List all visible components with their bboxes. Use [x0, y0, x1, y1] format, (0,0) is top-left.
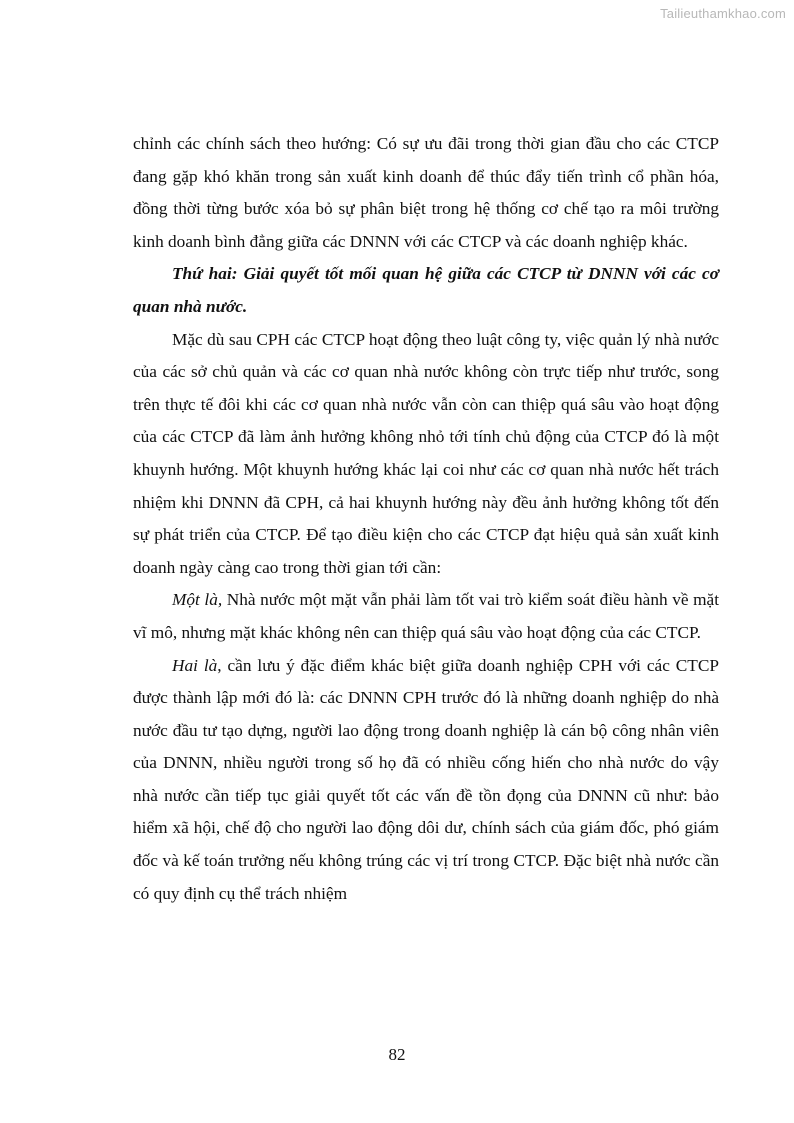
point-one-text: Nhà nước một mặt vẫn phải làm tốt vai trò kiểm soát điều hành về mặt vĩ mô, nhưng mặt khác không nên can thiệp quá sâu vào hoạt động của các CTCP. [133, 590, 719, 642]
point-two-lead: Hai là [172, 655, 218, 675]
paragraph-relationship: Mặc dù sau CPH các CTCP hoạt động theo luật công ty, việc quản lý nhà nước của các sở chủ quản và các cơ quan nhà nước không còn trực tiếp như trước, song trên thực tế đôi khi các cơ quan nhà nước vẫn còn can thiệp quá sâu vào hoạt động của các CTCP đã làm ảnh hưởng không nhỏ tới tính chủ động của CTCP đó là một khuynh hướng. Một khuynh hướng khác lại coi như các cơ quan nhà nước hết trách nhiệm khi DNNN đã CPH, cả hai khuynh hướng này đều ảnh hưởng không tốt đến sự phát triển của CTCP. Để tạo điều kiện cho các CTCP đạt hiệu quả sản xuất kinh doanh ngày càng cao trong thời gian tới cần: [133, 329, 719, 577]
watermark-text: Tailieuthamkhao.com [660, 6, 786, 21]
paragraph-point-two [133, 650, 719, 911]
paragraph-continuation: chỉnh các chính sách theo hướng: Có sự ưu đãi trong thời gian đầu cho các CTCP đang gặp khó khăn trong sản xuất kinh doanh để thúc đẩy tiến trình cổ phần hóa, đồng thời từng bước xóa bỏ sự phân biệt trong hệ thống cơ chế tạo ra môi trường kinh doanh bình đẳng giữa các DNNN với các CTCP và các doanh nghiệp khác. [133, 134, 719, 251]
point-two-text: , cần lưu ý đặc điểm khác biệt giữa doanh nghiệp CPH với các CTCP được thành lập mới đó là: các DNNN CPH trước đó là những doanh nghiệp do nhà nước đầu tư tạo dựng, người lao động trong doanh nghiệp là cán bộ công nhân viên của DNNN, nhiều người trong số họ đã có nhiều cống hiến cho nhà nước do vậy nhà nước cần tiếp tục giải quyết tốt các vấn đề tồn đọng của DNNN cũ như: bảo hiểm xã hội, chế độ cho người lao động dôi dư, chính sách của giám đốc, phó giám đốc và kế toán trưởng nếu không trúng các vị trí trong CTCP. Đặc biệt nhà nước cần có quy định cụ thể trách nhiệm [133, 655, 719, 903]
section-heading: Thứ hai: Giải quyết tốt mối quan hệ giữa các CTCP từ DNNN với các cơ quan nhà nước. [133, 264, 719, 316]
point-one-lead: Một là, [172, 590, 223, 610]
document-body [133, 128, 719, 910]
page-number: 82 [388, 1045, 406, 1064]
paragraph-point-one [133, 584, 719, 649]
